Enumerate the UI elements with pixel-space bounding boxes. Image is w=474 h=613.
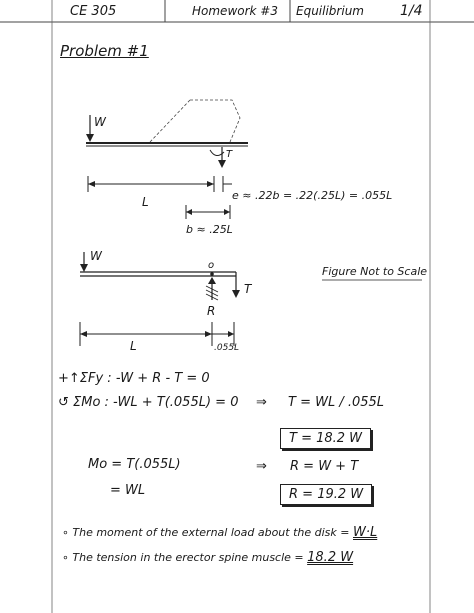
conclusion-moment [62,526,377,539]
fig2-tension-label: T [244,282,252,296]
t-solve-equation: T = WL / .055L [288,395,385,410]
fig1-load-label: W [94,115,106,129]
implies-arrow-1: ⇒ [256,395,267,410]
homework-number: Homework #3 [192,4,278,18]
conclusion-tension [62,551,353,564]
fig1-disk-force-label: T [226,149,233,160]
bullet-icon: ∘ [62,551,73,564]
topic: Equilibrium [296,4,364,18]
fig2-length-label: L [130,339,137,353]
t-result-box: T = 18.2 W [280,428,371,449]
fig1-b-label: b ≈ .25L [186,223,233,236]
fig2-load-label: W [90,249,102,263]
r-solve-equation: R = W + T [290,459,359,474]
problem-title: Problem #1 [60,42,149,60]
r-result-box: R = 19.2 W [280,484,372,505]
mo-equation-line1: Mo = T(.055L) [88,457,181,472]
scale-note: Figure Not to Scale [322,265,428,278]
sum-fy-equation: +↑ΣFy : -W + R - T = 0 [58,371,210,386]
fig1-length-label: L [142,195,149,209]
conclusion-tension-value: 18.2 W [307,550,354,565]
conclusion-moment-value: W·L [353,525,378,540]
conclusion-tension-text: The tension in the erector spine muscle = [72,551,308,564]
conclusion-moment-text: The moment of the external load about the disk = [72,526,353,539]
page-number: 1/4 [400,3,423,19]
implies-arrow-2: ⇒ [256,459,267,474]
bullet-icon: ∘ [62,526,73,539]
mo-equation-line2: = WL [110,483,146,498]
sum-mo-equation: ↺ ΣMo : -WL + T(.055L) = 0 [58,395,239,410]
course-code: CE 305 [70,4,117,19]
fig2-reaction-label: R [207,304,216,318]
fig2-pivot-label: o [208,260,215,271]
fig2-small-length-label: .055L [214,343,240,353]
fig1-e-label: e ≈ .22b = .22(.25L) = .055L [232,189,393,202]
